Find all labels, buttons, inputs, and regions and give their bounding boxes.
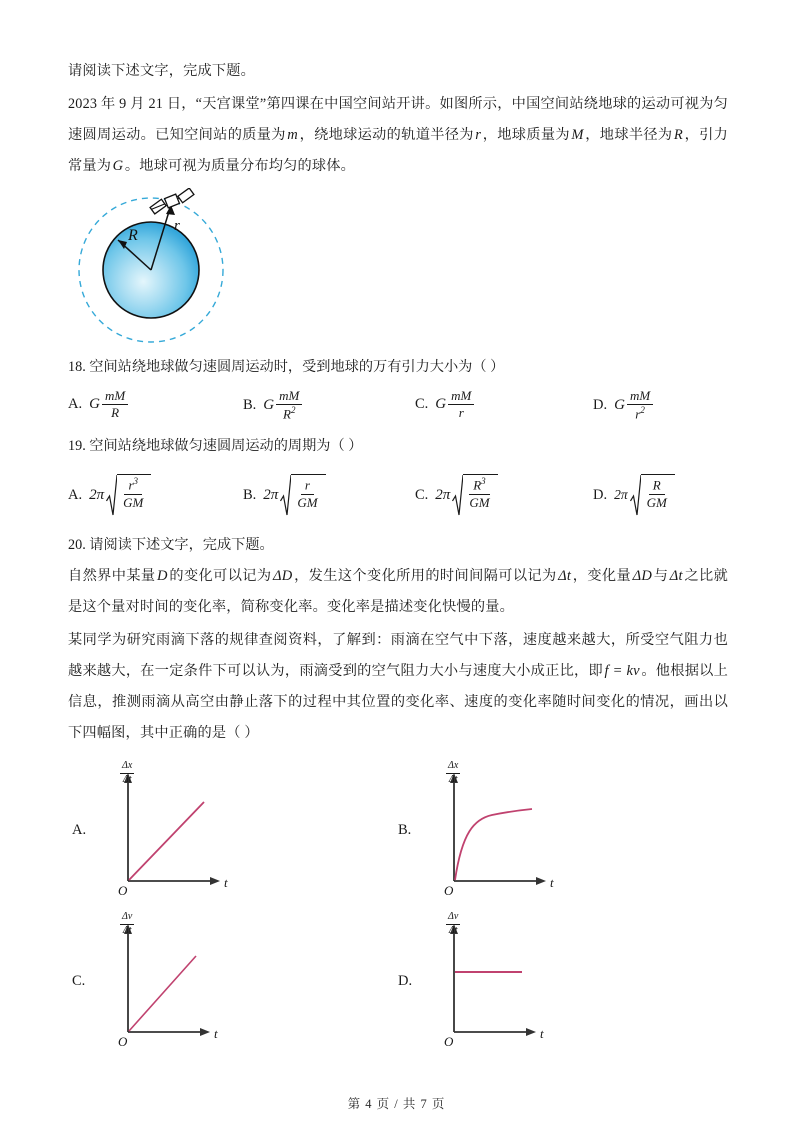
q18-option-a-num: mM: [102, 389, 128, 405]
page-content: [68, 56, 728, 1049]
passage-line-1: 2023 年 9 月 21 日，“天宫课堂”第四课在中国空间站开讲。如图所示，中国空间站绕地球的运动可视为匀速: [68, 96, 728, 143]
q20-option-c[interactable]: [72, 911, 246, 1050]
q20-graph-a: [96, 760, 246, 899]
q18-option-d-letter: D.: [593, 396, 608, 413]
q18-option-a-coef: G: [89, 396, 100, 413]
svg-text:t: t: [550, 875, 554, 891]
q19-option-a-fraction: [117, 474, 151, 516]
earth-diagram-svg: [76, 188, 306, 348]
q20-definition-paragraph: [68, 561, 728, 623]
svg-text:O: O: [118, 1034, 128, 1050]
q20-body-4: 幅图，其中正确的是（ ）: [96, 725, 259, 742]
q20-option-d-letter: D.: [398, 973, 413, 990]
q19-text: 空间站绕地球做匀速圆周运动的周期为（ ）: [89, 438, 363, 455]
q18-option-c-den: r: [458, 405, 464, 421]
question-20-lead: [68, 530, 728, 561]
q20-def-line2: 是这个量对时间的变化率，简称变化率。变化率是描述变化快慢的量。: [68, 599, 515, 616]
q18-option-b[interactable]: [243, 389, 415, 421]
delta-t-2: Δt: [669, 568, 683, 585]
label-r: r: [174, 218, 180, 234]
q18-option-a-letter: A.: [68, 396, 83, 413]
formula-f-kv: f = kv: [604, 663, 640, 680]
q19-option-c[interactable]: [415, 474, 593, 516]
q19-option-d-letter: D.: [593, 486, 608, 503]
question-19-options: [68, 474, 728, 516]
q19-option-b-coef: 2π: [263, 486, 279, 503]
passage-line-2a: 圆周运动。已知空间站的质量为: [82, 127, 286, 143]
q20-def-1d: ，变化量: [572, 568, 632, 585]
passage-line-2d: ，地球半径为: [585, 127, 673, 143]
q18-option-a-den: R: [111, 405, 120, 421]
q20-graph-c-ylabel: $\frac{\Delta v}{\Delta t}$: [122, 911, 133, 936]
q18-option-c-num: mM: [448, 389, 474, 405]
q20-def-1e: 与: [653, 568, 669, 585]
q20-graph-a-curve: [129, 802, 204, 880]
question-20-graph-options: [68, 759, 728, 1049]
q18-option-c-letter: C.: [415, 396, 429, 413]
sqrt-icon: [106, 474, 117, 516]
passage-line-3a: 为: [96, 158, 112, 174]
svg-text:t: t: [224, 875, 228, 891]
q20-graph-b-ylabel: $\frac{\Delta x}{\Delta t}$: [448, 760, 459, 785]
var-D: D: [157, 568, 168, 585]
q20-body-3: 息，推测雨滴从高空由静止落下的过程中其位置的变化率、速度的变化率随时间变化的情况，画出以下四: [68, 694, 729, 742]
q18-number: 18.: [68, 359, 86, 375]
q19-option-c-radical: [452, 474, 497, 516]
q18-option-d-fraction: [626, 389, 654, 421]
q18-option-d-num: mM: [627, 389, 653, 405]
earth-orbit-figure: [68, 188, 728, 348]
question-19-stem: [68, 431, 728, 462]
sqrt-icon: [280, 474, 291, 516]
q20-graph-b: [422, 760, 572, 899]
q20-option-a-letter: A.: [72, 822, 87, 839]
q20-def-1c: ，发生这个变化所用的时间间隔可以记为: [293, 568, 557, 585]
q18-text: 空间站绕地球做匀速圆周运动时，受到地球的万有引力大小为（ ）: [89, 359, 505, 375]
q18-option-b-letter: B.: [243, 396, 257, 413]
q20-body-paragraph: [68, 625, 728, 749]
svg-text:O: O: [444, 1034, 454, 1050]
intro-line: 请阅读下述文字，完成下题。: [68, 63, 256, 79]
q19-option-c-fraction: [463, 474, 497, 516]
var-R: R: [673, 127, 683, 143]
q20-option-b[interactable]: [398, 760, 572, 899]
q20-def-1a: 自然界中某量: [68, 568, 156, 585]
var-M: M: [571, 127, 584, 143]
q20-graph-a-ylabel: $\frac{\Delta x}{\Delta t}$: [122, 760, 133, 785]
passage-line-3b: 。地球可视为质量分布均匀的球体。: [124, 158, 356, 174]
q19-option-b[interactable]: [243, 474, 415, 516]
var-G: G: [112, 158, 124, 174]
q18-option-b-den: $R^2$: [283, 405, 296, 422]
q20-option-c-letter: C.: [72, 973, 86, 990]
q19-number: 19.: [68, 438, 86, 455]
q19-option-b-letter: B.: [243, 486, 257, 503]
q20-def-1f: 之比就: [684, 568, 729, 585]
q19-option-a-coef: 2π: [89, 486, 105, 503]
q19-option-d-num: R: [649, 477, 665, 495]
q19-option-d-fraction: [641, 474, 675, 516]
q18-option-d[interactable]: [593, 389, 654, 421]
sqrt-icon: [452, 474, 463, 516]
q18-option-d-den: $r^2$: [635, 405, 645, 422]
q20-option-b-letter: B.: [398, 822, 412, 839]
q20-option-a[interactable]: [72, 760, 246, 899]
q18-option-b-coef: G: [263, 396, 275, 413]
q19-option-d-coef: 2π: [614, 487, 628, 503]
svg-text:t: t: [214, 1026, 218, 1042]
passage-paragraph: [68, 89, 728, 182]
passage-line-2b: ，绕地球运动的轨道半径为: [299, 127, 474, 143]
q20-body-1: 某同学为研究雨滴下落的规律查阅资料，了解到：雨滴在空气中下落，速度越来越大，所受空气阻力也越: [68, 632, 728, 680]
passage-line-2c: ，地球质量为: [482, 127, 570, 143]
q19-option-a-den: GM: [123, 495, 144, 511]
q19-option-a-letter: A.: [68, 486, 83, 503]
question-18-options: [68, 389, 728, 421]
q19-option-d-radical: [630, 474, 675, 516]
q18-option-a-fraction: [101, 389, 129, 420]
question-18-stem: [68, 352, 728, 383]
q19-option-c-den: GM: [469, 495, 490, 511]
delta-D-1: ΔD: [272, 568, 293, 585]
delta-t-1: Δt: [558, 568, 572, 585]
q19-option-c-coef: 2π: [435, 486, 451, 503]
q19-option-b-fraction: [291, 474, 325, 516]
var-r: r: [475, 127, 482, 143]
q20-graph-d-ylabel: $\frac{\Delta v}{\Delta t}$: [448, 911, 459, 936]
q18-option-c-coef: G: [435, 396, 447, 413]
label-R: R: [128, 227, 138, 244]
q20-def-1b: 的变化可以记为: [169, 568, 272, 585]
q20-lead-text: 请阅读下述文字，完成下题。: [89, 537, 274, 554]
q19-option-a[interactable]: [68, 474, 243, 516]
delta-D-2: ΔD: [632, 568, 652, 585]
q18-option-c-fraction: [447, 389, 475, 420]
q19-option-a-radical: [106, 474, 151, 516]
q20-graph-d: [422, 911, 572, 1050]
q20-body-2b: 。他根据以上信: [68, 663, 729, 711]
q19-option-b-den: GM: [297, 495, 318, 511]
passage-line-2e: ，引力常量: [68, 127, 729, 174]
q20-graph-b-curve: [455, 809, 532, 880]
q19-option-d-den: GM: [646, 495, 667, 511]
q18-option-d-coef: G: [614, 396, 625, 413]
var-m: m: [287, 127, 298, 143]
q20-number: 20.: [68, 537, 86, 554]
q19-option-a-num: $r^3$: [124, 477, 142, 495]
q20-option-d[interactable]: [398, 911, 572, 1050]
q18-option-b-num: mM: [276, 389, 302, 405]
q20-graph-c: [96, 911, 246, 1050]
svg-text:O: O: [444, 883, 454, 899]
page-footer: 第 4 页 / 共 7 页: [347, 1097, 446, 1111]
q19-option-d[interactable]: [593, 474, 675, 516]
q20-body-2a: 来越大，在一定条件下可以认为，雨滴受到的空气阻力大小与速度大小成正比，即: [82, 663, 603, 680]
q18-option-b-fraction: [275, 389, 303, 421]
q19-option-b-radical: [280, 474, 325, 516]
q18-option-a[interactable]: [68, 389, 243, 420]
q19-option-c-num: $R^3$: [469, 477, 489, 495]
sqrt-icon: [630, 474, 641, 516]
q19-option-c-letter: C.: [415, 486, 429, 503]
q19-option-b-num: r: [301, 477, 314, 495]
q18-option-c[interactable]: [415, 389, 593, 420]
svg-text:t: t: [540, 1026, 544, 1042]
q20-graph-c-curve: [129, 956, 196, 1031]
svg-text:O: O: [118, 883, 128, 899]
